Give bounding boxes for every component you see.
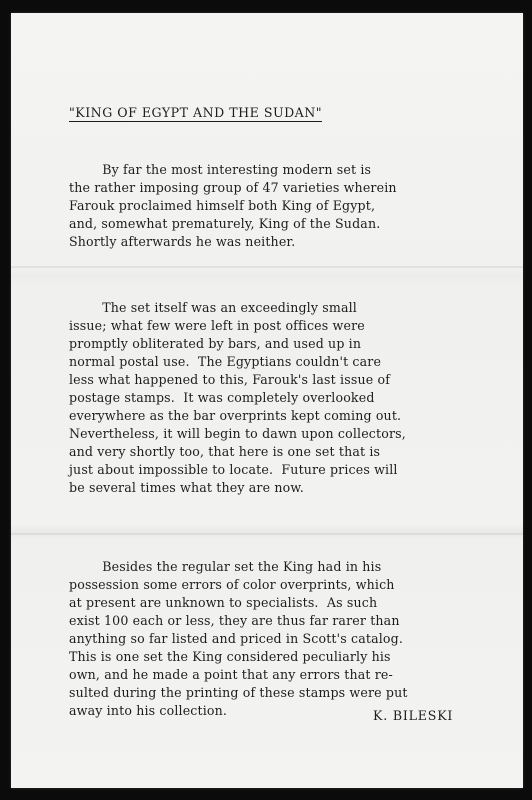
fold-line — [11, 533, 523, 535]
document-title — [69, 104, 322, 122]
paragraph-2: The set itself was an exceedingly small issue; what few were left in post offices were promptly obliterated by bars, and used up in normal postal use. The Egyptians couldn't care less what happened to this, Farouk's last issue of postage stamps. It was completely overlooked everywhere as the bar overprints kept coming out. Nevertheless, it will begin to dawn upon collectors, and very shortly too, that here is one set that is just about impossible to locate. Future prices will be several times what they are now. — [69, 300, 406, 495]
paragraph-3: Besides the regular set the King had in his possession some errors of color overprints, which at present are unknown to specialists. As such exist 100 each or less, they are thus far rarer than anything so far listed and priced in Scott's catalog. This is one set the King considered peculiarly his own, and he made a point that any errors that re- sulted during the printing of these stamps were put away into his collection. — [69, 559, 408, 718]
paragraph-1: By far the most interesting modern set is the rather imposing group of 47 varieties wherein Farouk proclaimed himself both King of Egypt, and, somewhat prematurely, King of the Sudan. Shortly afterwards he was neither. — [69, 162, 397, 249]
signature: K. BILESKI — [373, 708, 454, 723]
title-text: "KING OF EGYPT AND THE SUDAN" — [69, 105, 323, 120]
document-page — [11, 13, 523, 788]
fold-line — [11, 266, 523, 268]
